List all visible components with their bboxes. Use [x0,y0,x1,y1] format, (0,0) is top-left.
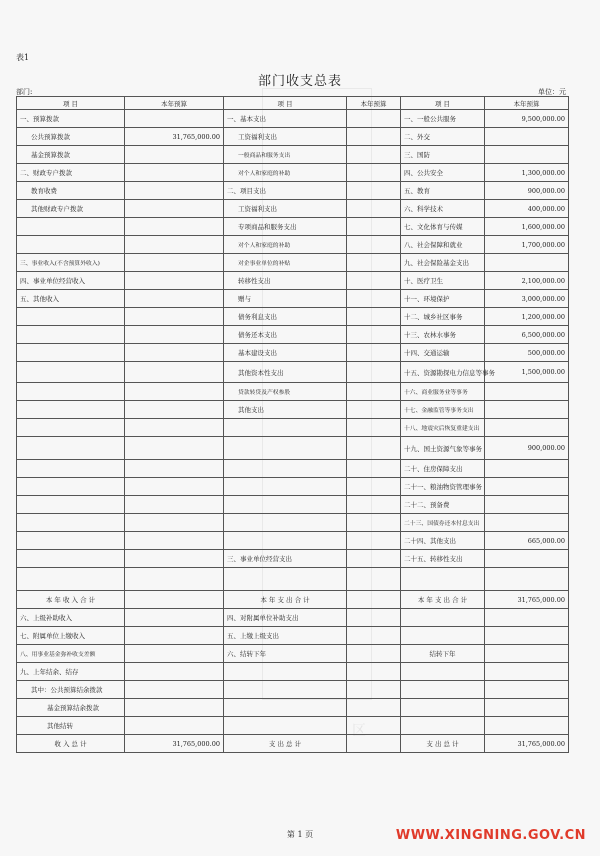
table-row [17,128,569,146]
item-cell [17,236,125,254]
budget-value-cell: 1,700,000.00 [485,236,569,254]
item-cell: 九、社会保险基金支出 [401,254,485,272]
budget-value-cell [485,478,569,496]
item-cell: 转移性支出 [224,272,347,290]
budget-value-cell [347,200,401,218]
item-cell: 二、外交 [401,128,485,146]
budget-value-cell: 31,765,000.00 [485,591,569,609]
item-cell [224,478,347,496]
item-cell: 一、预算拨款 [17,110,125,128]
budget-value-cell [125,419,224,437]
budget-value-cell [347,326,401,344]
item-cell: 收 入 总 计 [17,735,125,753]
item-cell: 一、一般公共服务 [401,110,485,128]
budget-value-cell [347,218,401,236]
item-cell: 五、其他收入 [17,290,125,308]
budget-value-cell [347,290,401,308]
item-cell [17,514,125,532]
table-row [17,344,569,362]
ghost-mark: 区 [352,723,366,739]
budget-value-cell [347,308,401,326]
item-cell: 本 年 收 入 合 计 [17,591,125,609]
item-cell: 二、项目支出 [224,182,347,200]
item-cell: 二、财政专户拨款 [17,164,125,182]
budget-value-cell [347,645,401,663]
item-cell: 专项商品和服务支出 [224,218,347,236]
item-cell [224,437,347,460]
item-cell: 工资福利支出 [224,128,347,146]
item-cell: 十四、交通运输 [401,344,485,362]
budget-value-cell [347,272,401,290]
item-cell [17,532,125,550]
budget-value-cell: 500,000.00 [485,344,569,362]
page-title: 部门收支总表 [257,74,342,89]
budget-value-cell: 1,200,000.00 [485,308,569,326]
item-cell [17,362,125,383]
budget-value-cell [125,532,224,550]
table-row [17,550,569,568]
item-cell [17,419,125,437]
budget-value-cell [125,254,224,272]
item-cell: 十、医疗卫生 [401,272,485,290]
item-cell: 四、事业单位经营收入 [17,272,125,290]
budget-value-cell [485,128,569,146]
budget-value-cell [125,627,224,645]
item-cell: 二十二、预备费 [401,496,485,514]
item-cell [17,218,125,236]
table-row [17,681,569,699]
item-cell: 工资福利支出 [224,200,347,218]
item-cell [17,401,125,419]
budget-value-cell [347,478,401,496]
budget-value-cell: 2,100,000.00 [485,272,569,290]
budget-value-cell [125,496,224,514]
budget-value-cell [347,591,401,609]
budget-value-cell [125,218,224,236]
item-cell [401,681,485,699]
table-row [17,218,569,236]
item-cell: 支 出 总 计 [401,735,485,753]
header-cell: 项 目 [401,97,485,110]
budget-value-cell [125,164,224,182]
item-cell: 二十五、转移性支出 [401,550,485,568]
item-cell: 六、科学技术 [401,200,485,218]
budget-value-cell [347,164,401,182]
unit-label: 单位：元 [538,88,566,96]
budget-value-cell: 31,765,000.00 [125,128,224,146]
budget-value-cell [347,699,401,717]
header-cell: 项 目 [17,97,125,110]
budget-value-cell [347,681,401,699]
item-cell: 支 出 总 计 [224,735,347,753]
budget-value-cell [125,362,224,383]
item-cell: 二十三、国债券还本付息支出 [401,514,485,532]
header-cell: 本年预算 [125,97,224,110]
budget-value-cell [347,627,401,645]
budget-value-cell [347,496,401,514]
table-row [17,717,569,735]
item-cell: 对个人和家庭的补助 [224,164,347,182]
budget-value-cell [485,699,569,717]
table-row [17,272,569,290]
item-cell: 十八、地震灾后恢复重建支出 [401,419,485,437]
table-row [17,591,569,609]
budget-value-cell [125,182,224,200]
budget-value-cell [125,699,224,717]
header-cell: 项 目 [224,97,347,110]
budget-value-cell: 900,000.00 [485,437,569,460]
budget-value-cell [347,401,401,419]
item-cell: 教育收费 [17,182,125,200]
item-cell [224,532,347,550]
table-number: 表1 [16,53,30,62]
item-cell: 赠与 [224,290,347,308]
table-row [17,478,569,496]
table-row [17,200,569,218]
item-cell: 四、公共安全 [401,164,485,182]
budget-value-cell [125,236,224,254]
budget-value-cell [125,290,224,308]
budget-value-cell [485,146,569,164]
item-cell: 三、事业单位经营支出 [224,550,347,568]
item-cell [401,568,485,591]
table-row [17,514,569,532]
table-row [17,532,569,550]
budget-value-cell [125,550,224,568]
item-cell [17,496,125,514]
item-cell: 三、事业收入(不含预算外收入) [17,254,125,272]
item-cell: 九、上年结余、结存 [17,663,125,681]
item-cell [17,460,125,478]
budget-value-cell [485,550,569,568]
item-cell: 其他支出 [224,401,347,419]
budget-value-cell [485,645,569,663]
table-row [17,460,569,478]
item-cell: 债务利息支出 [224,308,347,326]
item-cell: 其他资本性支出 [224,362,347,383]
item-cell: 二十、住房保障支出 [401,460,485,478]
budget-value-cell: 9,500,000.00 [485,110,569,128]
budget-value-cell [125,326,224,344]
budget-value-cell [485,514,569,532]
table-row [17,326,569,344]
table-row [17,383,569,401]
budget-value-cell [125,308,224,326]
budget-value-cell [485,681,569,699]
item-cell [224,514,347,532]
item-cell: 十九、国土资源气象等事务 [401,437,485,460]
budget-value-cell [347,663,401,681]
budget-value-cell [347,362,401,383]
budget-value-cell [125,401,224,419]
budget-value-cell [485,627,569,645]
item-cell: 基金预算拨款 [17,146,125,164]
item-cell: 六、结转下年 [224,645,347,663]
header-cell: 本年预算 [347,97,401,110]
item-cell: 七、附属单位上缴收入 [17,627,125,645]
table-row [17,627,569,645]
budget-value-cell [125,146,224,164]
table-row [17,164,569,182]
table-row [17,308,569,326]
item-cell [17,550,125,568]
item-cell [401,663,485,681]
table-row [17,609,569,627]
budget-value-cell [125,681,224,699]
item-cell [17,383,125,401]
budget-value-cell [347,383,401,401]
budget-value-cell [347,609,401,627]
budget-value-cell: 1,300,000.00 [485,164,569,182]
item-cell: 本 年 支 出 合 计 [401,591,485,609]
budget-value-cell [125,568,224,591]
budget-value-cell: 31,765,000.00 [485,735,569,753]
budget-value-cell [347,128,401,146]
item-cell: 十六、商业服务业等事务 [401,383,485,401]
item-cell: 基本建设支出 [224,344,347,362]
budget-value-cell: 1,500,000.00 [485,362,569,383]
budget-value-cell [347,735,401,753]
item-cell: 十一、环境保护 [401,290,485,308]
budget-value-cell [485,609,569,627]
budget-value-cell [347,437,401,460]
budget-value-cell [485,568,569,591]
item-cell [17,568,125,591]
budget-value-cell [125,460,224,478]
budget-value-cell [485,254,569,272]
budget-value-cell [485,460,569,478]
table-row [17,110,569,128]
budget-value-cell [125,272,224,290]
department-label: 部门: [16,88,33,96]
budget-value-cell: 1,600,000.00 [485,218,569,236]
item-cell [17,326,125,344]
budget-value-cell [125,437,224,460]
item-cell: 基金预算结余拨款 [17,699,125,717]
table-row [17,182,569,200]
item-cell: 十七、金融监管等事务支出 [401,401,485,419]
budget-value-cell [347,110,401,128]
item-cell: 四、对附属单位补助支出 [224,609,347,627]
table-row [17,362,569,383]
budget-value-cell [125,609,224,627]
table-row [17,645,569,663]
item-cell [401,627,485,645]
item-cell [224,496,347,514]
budget-value-cell [347,514,401,532]
table-header-row [17,97,569,110]
budget-value-cell [125,200,224,218]
item-cell: 其中：公共预算结余拨款 [17,681,125,699]
budget-value-cell [485,717,569,735]
budget-value-cell [125,645,224,663]
item-cell: 二十一、粮油物资管理事务 [401,478,485,496]
item-cell [17,308,125,326]
budget-value-cell [347,568,401,591]
item-cell: 贷款转贷及产权参股 [224,383,347,401]
table-row [17,699,569,717]
table-row [17,146,569,164]
item-cell: 十二、城乡社区事务 [401,308,485,326]
item-cell: 其他结转 [17,717,125,735]
table-row [17,568,569,591]
item-cell: 三、国防 [401,146,485,164]
item-cell: 结转下年 [401,645,485,663]
item-cell [17,437,125,460]
item-cell: 对个人和家庭的补助 [224,236,347,254]
budget-value-cell [347,344,401,362]
item-cell [401,699,485,717]
item-cell: 五、上缴上级支出 [224,627,347,645]
budget-value-cell [347,460,401,478]
table-row [17,496,569,514]
budget-value-cell [485,401,569,419]
item-cell [224,717,347,735]
item-cell [224,460,347,478]
page-footer: 第 1 页 [286,830,314,839]
table-row [17,254,569,272]
budget-value-cell: 6,500,000.00 [485,326,569,344]
budget-value-cell [485,496,569,514]
item-cell [224,699,347,717]
budget-value-cell [125,717,224,735]
item-cell [17,478,125,496]
table-row [17,401,569,419]
item-cell: 十三、农林水事务 [401,326,485,344]
budget-value-cell [125,591,224,609]
item-cell [224,663,347,681]
site-watermark: WWW.XINGNING.GOV.CN [395,828,586,843]
item-cell: 本 年 支 出 合 计 [224,591,347,609]
item-cell: 六、上级补助收入 [17,609,125,627]
header-cell: 本年预算 [485,97,569,110]
budget-value-cell: 31,765,000.00 [125,735,224,753]
budget-value-cell [347,254,401,272]
item-cell: 其他财政专户拨款 [17,200,125,218]
budget-value-cell: 3,000,000.00 [485,290,569,308]
table-row [17,663,569,681]
budget-value-cell [125,344,224,362]
item-cell [401,717,485,735]
item-cell: 十五、资源勘探电力信息等事务 [401,362,485,383]
item-cell: 一、基本支出 [224,110,347,128]
table-row [17,236,569,254]
budget-summary-table [16,96,569,753]
item-cell [401,609,485,627]
budget-value-cell [347,182,401,200]
budget-value-cell: 665,000.00 [485,532,569,550]
budget-value-cell [347,532,401,550]
item-cell [224,568,347,591]
budget-value-cell [347,236,401,254]
budget-value-cell [125,514,224,532]
item-cell [224,419,347,437]
budget-value-cell [125,383,224,401]
item-cell: 一般商品和服务支出 [224,146,347,164]
table-row [17,735,569,753]
budget-value-cell [347,717,401,735]
item-cell [17,344,125,362]
item-cell: 债务还本支出 [224,326,347,344]
budget-value-cell [125,478,224,496]
budget-value-cell [125,663,224,681]
budget-value-cell [485,383,569,401]
item-cell: 公共预算拨款 [17,128,125,146]
item-cell: 二十四、其他支出 [401,532,485,550]
budget-value-cell [347,419,401,437]
budget-value-cell [485,663,569,681]
table-row [17,419,569,437]
table-row [17,437,569,460]
item-cell: 八、用事业基金弥补收支差额 [17,645,125,663]
budget-value-cell [125,110,224,128]
table-row [17,290,569,308]
budget-value-cell [485,419,569,437]
item-cell: 对企事业单位的补贴 [224,254,347,272]
budget-value-cell: 900,000.00 [485,182,569,200]
budget-value-cell: 400,000.00 [485,200,569,218]
item-cell [224,681,347,699]
item-cell: 七、文化体育与传媒 [401,218,485,236]
item-cell: 八、社会保障和就业 [401,236,485,254]
budget-value-cell [347,550,401,568]
item-cell: 五、教育 [401,182,485,200]
budget-value-cell [347,146,401,164]
